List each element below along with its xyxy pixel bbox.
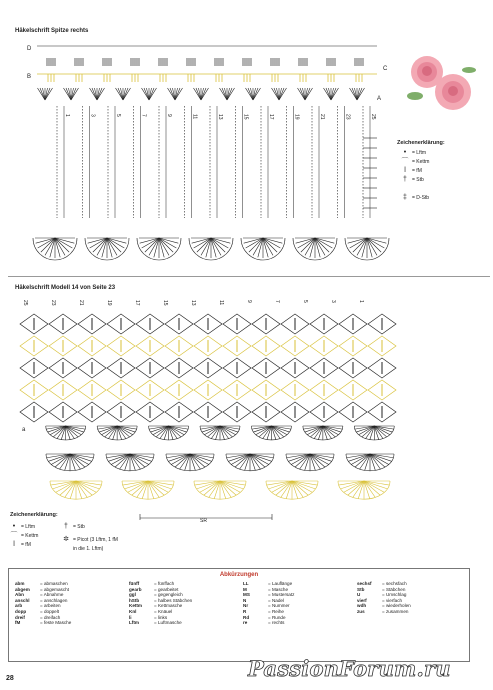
stitch-column xyxy=(312,106,325,218)
scallop-fan xyxy=(251,426,291,440)
abbreviation-key: Knl xyxy=(129,608,137,614)
abbreviation-meaning: = links xyxy=(154,614,168,620)
fan-stitch xyxy=(271,58,279,82)
scallop-fan xyxy=(226,454,274,471)
column-number: 13 xyxy=(217,114,223,120)
column-number: 1 xyxy=(64,114,70,117)
abbreviation-key: sechsf xyxy=(357,581,372,586)
lattice-diamond xyxy=(194,358,222,378)
shell-stitch xyxy=(194,88,209,100)
half-bar-icon: ǀ xyxy=(13,541,15,548)
scallop-fan xyxy=(303,426,343,440)
lattice-diamond xyxy=(78,336,106,356)
abbreviation-meaning: = vierfach xyxy=(382,597,403,603)
scallop-fan xyxy=(166,454,214,471)
lattice-diamond xyxy=(20,402,48,422)
abbreviation-meaning: = Knäuel xyxy=(154,608,173,614)
lattice-diamond xyxy=(78,402,106,422)
fan-stitch xyxy=(327,58,335,82)
lattice-diamond xyxy=(339,336,367,356)
column-number: 5 xyxy=(115,114,121,117)
abbreviation-meaning: = wiederholen xyxy=(382,603,411,609)
lattice-diamond xyxy=(20,314,48,334)
row-letter: D xyxy=(27,46,32,52)
abbreviation-key: M xyxy=(243,586,247,592)
shell-stitch xyxy=(272,88,287,100)
column-number: 17 xyxy=(134,300,140,306)
column-number: 9 xyxy=(246,300,252,303)
abbreviation-key: arb xyxy=(15,603,23,609)
lattice-diamond xyxy=(136,314,164,334)
lattice-diamond xyxy=(223,380,251,400)
abbreviation-key: ggl xyxy=(129,592,136,598)
lattice-diamond xyxy=(49,336,77,356)
abbreviation-column xyxy=(15,581,115,626)
shell-stitch xyxy=(116,88,131,100)
picot-icon: ✲ xyxy=(63,536,69,543)
abbreviation-key: Lftm xyxy=(129,620,139,626)
legend-item xyxy=(401,193,489,202)
shell-stitch xyxy=(350,88,365,100)
column-number: 15 xyxy=(242,114,249,120)
abbreviation-key: U xyxy=(357,592,361,598)
legend-item xyxy=(10,531,38,540)
start-label: a xyxy=(22,427,26,433)
abbreviation-meaning: = abgemascht xyxy=(40,586,69,592)
lattice-diamond xyxy=(20,380,48,400)
lattice-diamond xyxy=(339,314,367,334)
scallop-fan xyxy=(137,238,181,260)
shell-stitch xyxy=(246,88,261,100)
fan-stitch xyxy=(103,58,111,82)
scallop-fan xyxy=(189,238,233,260)
scallop-fan xyxy=(97,426,137,440)
scallop-fan xyxy=(194,481,246,499)
abbreviation-meaning: = feste Masche xyxy=(40,620,72,626)
column-number: 17 xyxy=(268,114,274,120)
stitch-column xyxy=(287,106,300,218)
scallop-fan xyxy=(338,481,390,499)
abbreviation-key: zus xyxy=(357,608,365,614)
rose-image xyxy=(405,48,477,118)
lattice-diamond xyxy=(368,402,396,422)
lattice-diamond xyxy=(281,314,309,334)
lattice-diamond xyxy=(194,402,222,422)
legend-label: = Picot (3 Lftm, 1 fM xyxy=(73,536,118,543)
abbreviation-key: re xyxy=(243,620,248,626)
abbreviation-meaning: = anschlagen xyxy=(40,597,68,603)
column-number: 3 xyxy=(330,300,336,303)
shell-stitch xyxy=(90,88,105,100)
legend-item xyxy=(10,522,38,531)
column-number: 25 xyxy=(370,114,376,120)
lattice-diamond xyxy=(252,314,280,334)
shell-stitch xyxy=(38,88,53,100)
abbreviation-key: abm xyxy=(15,581,25,586)
legend-item xyxy=(10,540,38,549)
abbreviation-meaning: = halbes Stäbchen xyxy=(154,597,193,603)
chart1-diagram xyxy=(25,38,390,270)
column-number: 1 xyxy=(358,300,364,303)
legend-label: = Kettm xyxy=(412,158,430,165)
legend-label: = Lftm xyxy=(412,149,427,156)
lattice-diamond xyxy=(107,380,135,400)
lattice-diamond xyxy=(136,358,164,378)
row-letter: B xyxy=(27,74,32,80)
column-number: 23 xyxy=(344,114,351,120)
arc-icon: ⌒ xyxy=(10,532,18,539)
lattice-diamond xyxy=(281,380,309,400)
stitch-column xyxy=(338,106,351,218)
abbreviation-key: fM xyxy=(15,620,21,626)
chart2-legend-right xyxy=(62,522,118,553)
legend-label: = fM xyxy=(21,541,31,548)
abbreviation-key: vierf xyxy=(357,597,367,603)
arc-icon: ⌒ xyxy=(401,158,409,165)
lattice-diamond xyxy=(252,380,280,400)
abbreviation-key: gearb xyxy=(129,586,142,592)
abbreviation-meaning: = rechts xyxy=(268,620,285,626)
abbreviation-meaning: = Lauflänge xyxy=(268,581,293,586)
lattice-diamond xyxy=(78,358,106,378)
chart2-diagram xyxy=(10,296,405,526)
lattice-diamond xyxy=(223,358,251,378)
lattice-diamond xyxy=(252,336,280,356)
lattice-diamond xyxy=(20,358,48,378)
legend-item xyxy=(401,148,489,157)
abbreviation-meaning: = dreifach xyxy=(40,614,61,620)
column-number: 15 xyxy=(162,300,168,306)
cross-bar-icon: † xyxy=(403,176,407,183)
abbreviation-meaning: = Nummer xyxy=(268,603,290,609)
scallop-fan xyxy=(50,481,102,499)
legend-label: = Lftm xyxy=(21,523,36,530)
abbreviations-heading: Abkürzungen xyxy=(219,572,259,578)
abbreviation-key: anschl xyxy=(15,597,30,603)
stitch-column xyxy=(57,106,70,218)
column-number: 7 xyxy=(140,114,147,117)
chart2-title: Häkelschrift Modell 14 von Seite 23 xyxy=(15,285,116,291)
legend-item xyxy=(401,157,489,166)
abbreviation-meaning: = doppelt xyxy=(40,608,60,614)
column-number: 9 xyxy=(166,114,172,117)
legend-label: = fM xyxy=(412,167,422,174)
lattice-diamond xyxy=(223,336,251,356)
stitch-column xyxy=(261,106,274,218)
abbreviation-meaning: = Nadel xyxy=(268,597,284,603)
lattice-diamond xyxy=(223,314,251,334)
lattice-diamond xyxy=(165,336,193,356)
legend-item xyxy=(401,166,489,175)
abbreviation-meaning: = Mustersatz xyxy=(268,592,295,598)
column-number: 11 xyxy=(218,300,224,306)
scallop-fan xyxy=(46,454,94,471)
abbreviation-meaning: = Abnahme xyxy=(40,592,64,598)
column-number: 11 xyxy=(191,114,198,120)
legend-item xyxy=(62,522,118,531)
stitch-column xyxy=(363,106,376,218)
lattice-diamond xyxy=(78,314,106,334)
abbreviation-meaning: = gegengleich xyxy=(154,592,183,598)
fan-stitch xyxy=(159,58,167,82)
lattice-diamond xyxy=(136,336,164,356)
lattice-diamond xyxy=(136,380,164,400)
fan-stitch xyxy=(131,58,139,82)
column-number: 7 xyxy=(274,300,280,303)
stitch-column xyxy=(159,106,172,218)
legend-item xyxy=(401,175,489,184)
legend-label: = Kettm xyxy=(21,532,39,539)
abbreviation-key: dopp xyxy=(15,608,27,614)
lattice-diamond xyxy=(368,336,396,356)
dot-icon: • xyxy=(403,149,407,156)
lattice-diamond xyxy=(281,402,309,422)
column-number: 21 xyxy=(78,300,84,306)
column-number: 19 xyxy=(106,300,112,306)
lattice-diamond xyxy=(310,402,338,422)
lattice-diamond xyxy=(310,336,338,356)
abbreviation-meaning: = Kettmasche xyxy=(154,603,183,609)
lattice-diamond xyxy=(281,336,309,356)
lattice-diamond xyxy=(49,358,77,378)
lattice-diamond xyxy=(194,336,222,356)
fan-stitch xyxy=(243,58,251,82)
abbreviation-key: hStb xyxy=(129,597,140,603)
shell-stitch xyxy=(220,88,235,100)
abbreviation-column xyxy=(243,581,343,626)
abbreviation-meaning: = zusammen xyxy=(382,608,409,614)
scallop-fan xyxy=(346,454,394,471)
lattice-diamond xyxy=(368,358,396,378)
scallop-fan xyxy=(85,238,129,260)
abbreviation-meaning: = Masche xyxy=(268,586,289,592)
legend-label: in die 1. Lftm) xyxy=(73,545,104,552)
lattice-diamond xyxy=(252,402,280,422)
abbreviation-meaning: = sechsfach xyxy=(382,581,407,586)
lattice-diamond xyxy=(165,380,193,400)
fan-stitch xyxy=(299,58,307,82)
stitch-column xyxy=(108,106,121,218)
legend-label: = Stb xyxy=(412,176,424,183)
lattice-diamond xyxy=(194,314,222,334)
lattice-diamond xyxy=(107,336,135,356)
lattice-diamond xyxy=(107,402,135,422)
half-bar-icon: ǀ xyxy=(404,167,406,174)
abbreviation-row xyxy=(15,620,115,626)
shell-stitch xyxy=(64,88,79,100)
stitch-column xyxy=(210,106,223,218)
lattice-diamond xyxy=(339,402,367,422)
chart1-title: Häkelschrift Spitze rechts xyxy=(15,28,89,34)
abbreviation-key: abgem xyxy=(15,586,30,592)
scallop-fan xyxy=(241,238,285,260)
abbreviation-row xyxy=(129,620,229,626)
chart2-legend xyxy=(10,512,210,518)
scallop-fan xyxy=(149,426,189,440)
abbreviation-key: fünff xyxy=(129,581,140,586)
column-number: 23 xyxy=(50,300,56,306)
abbreviation-key: wdh xyxy=(357,603,367,609)
fan-stitch xyxy=(187,58,195,82)
abbreviation-meaning: = Runde xyxy=(268,614,286,620)
lattice-diamond xyxy=(107,358,135,378)
fan-stitch xyxy=(355,58,363,82)
abbreviation-key: MS xyxy=(243,592,250,598)
abbreviation-meaning: = arbeiten xyxy=(40,603,61,609)
scallop-fan xyxy=(122,481,174,499)
fan-stitch xyxy=(47,58,55,82)
legend-item xyxy=(62,535,118,544)
lattice-diamond xyxy=(49,380,77,400)
legend-label: = D-Stb xyxy=(412,194,430,201)
dot-icon: • xyxy=(12,523,16,530)
abbreviation-column xyxy=(129,581,229,626)
shell-stitch xyxy=(324,88,339,100)
stitch-column xyxy=(83,106,96,218)
legend-label: = Stb xyxy=(73,523,85,530)
lattice-diamond xyxy=(368,314,396,334)
column-number: 25 xyxy=(22,300,28,306)
scallop-fan xyxy=(293,238,337,260)
abbreviations-box xyxy=(8,568,470,662)
lattice-diamond xyxy=(223,402,251,422)
lattice-diamond xyxy=(339,358,367,378)
abbreviation-meaning: = Reihe xyxy=(268,608,284,614)
fan-stitch xyxy=(215,58,223,82)
abbreviation-key: Abn xyxy=(15,592,24,598)
legend-item xyxy=(62,544,118,553)
abbreviation-meaning: = fünffach xyxy=(154,581,175,586)
page-number: 28 xyxy=(6,675,14,682)
row-letter: C xyxy=(383,66,388,72)
chart2-legend-left xyxy=(10,522,38,549)
scallop-fan xyxy=(46,426,86,440)
abbreviation-meaning: = gearbeitet xyxy=(154,586,179,592)
abbreviation-key: dreif xyxy=(15,614,25,620)
abbreviation-meaning: = abmaschen xyxy=(40,581,68,586)
lattice-diamond xyxy=(49,402,77,422)
lattice-diamond xyxy=(20,336,48,356)
lattice-diamond xyxy=(339,380,367,400)
lattice-diamond xyxy=(78,380,106,400)
lattice-diamond xyxy=(310,380,338,400)
double-cross-bar-icon: ‡ xyxy=(403,194,407,201)
abbreviations-columns xyxy=(9,578,469,626)
abbreviation-row xyxy=(243,620,343,626)
scallop-fan xyxy=(200,426,240,440)
lattice-diamond xyxy=(136,402,164,422)
scallop-fan xyxy=(106,454,154,471)
chart1-legend xyxy=(397,140,489,202)
scallop-fan xyxy=(354,426,394,440)
column-number: 19 xyxy=(293,114,300,120)
lattice-diamond xyxy=(368,380,396,400)
chart1-legend-title: Zeichenerklärung: xyxy=(397,140,445,146)
abbreviation-key: LL xyxy=(243,581,249,586)
lattice-diamond xyxy=(194,380,222,400)
shell-stitch xyxy=(168,88,183,100)
column-number: 13 xyxy=(190,300,196,306)
fan-stitch xyxy=(75,58,83,82)
shell-stitch xyxy=(142,88,157,100)
scallop-fan xyxy=(33,238,77,260)
lattice-diamond xyxy=(281,358,309,378)
scallop-fan xyxy=(286,454,334,471)
cross-bar-icon: † xyxy=(64,523,68,530)
watermark: PassionForum.ru xyxy=(248,656,451,681)
abbreviation-meaning: = Stäbchen xyxy=(382,586,406,592)
lattice-diamond xyxy=(107,314,135,334)
scallop-fan xyxy=(345,238,389,260)
abbreviation-key: Kettm xyxy=(129,603,143,609)
scallop-fan xyxy=(266,481,318,499)
stitch-column xyxy=(134,106,147,218)
lattice-diamond xyxy=(310,358,338,378)
abbreviation-meaning: = Luftmasche xyxy=(154,620,182,626)
section-divider xyxy=(8,276,490,277)
lattice-diamond xyxy=(165,402,193,422)
abbreviation-key: Stb xyxy=(357,586,365,592)
chart2-legend-title: Zeichenerklärung: xyxy=(10,512,58,518)
column-number: 3 xyxy=(89,114,96,117)
stitch-column xyxy=(185,106,198,218)
abbreviation-key: Nr xyxy=(243,603,249,609)
row-letter: A xyxy=(377,96,382,102)
lattice-diamond xyxy=(252,358,280,378)
repeat-label: SR xyxy=(200,518,207,524)
shell-stitch xyxy=(298,88,313,100)
abbreviation-meaning: = Umschlag xyxy=(382,592,407,598)
column-number: 5 xyxy=(302,300,308,303)
stitch-column xyxy=(236,106,249,218)
abbreviation-key: R xyxy=(243,608,247,614)
lattice-diamond xyxy=(49,314,77,334)
abbreviation-key: li xyxy=(129,614,132,620)
abbreviation-key: Rd xyxy=(243,614,250,620)
abbreviation-column xyxy=(357,581,457,626)
lattice-diamond xyxy=(165,314,193,334)
lattice-diamond xyxy=(310,314,338,334)
lattice-diamond xyxy=(165,358,193,378)
abbreviation-key: N xyxy=(243,597,247,603)
abbreviation-row xyxy=(357,609,457,615)
column-number: 21 xyxy=(319,114,325,120)
